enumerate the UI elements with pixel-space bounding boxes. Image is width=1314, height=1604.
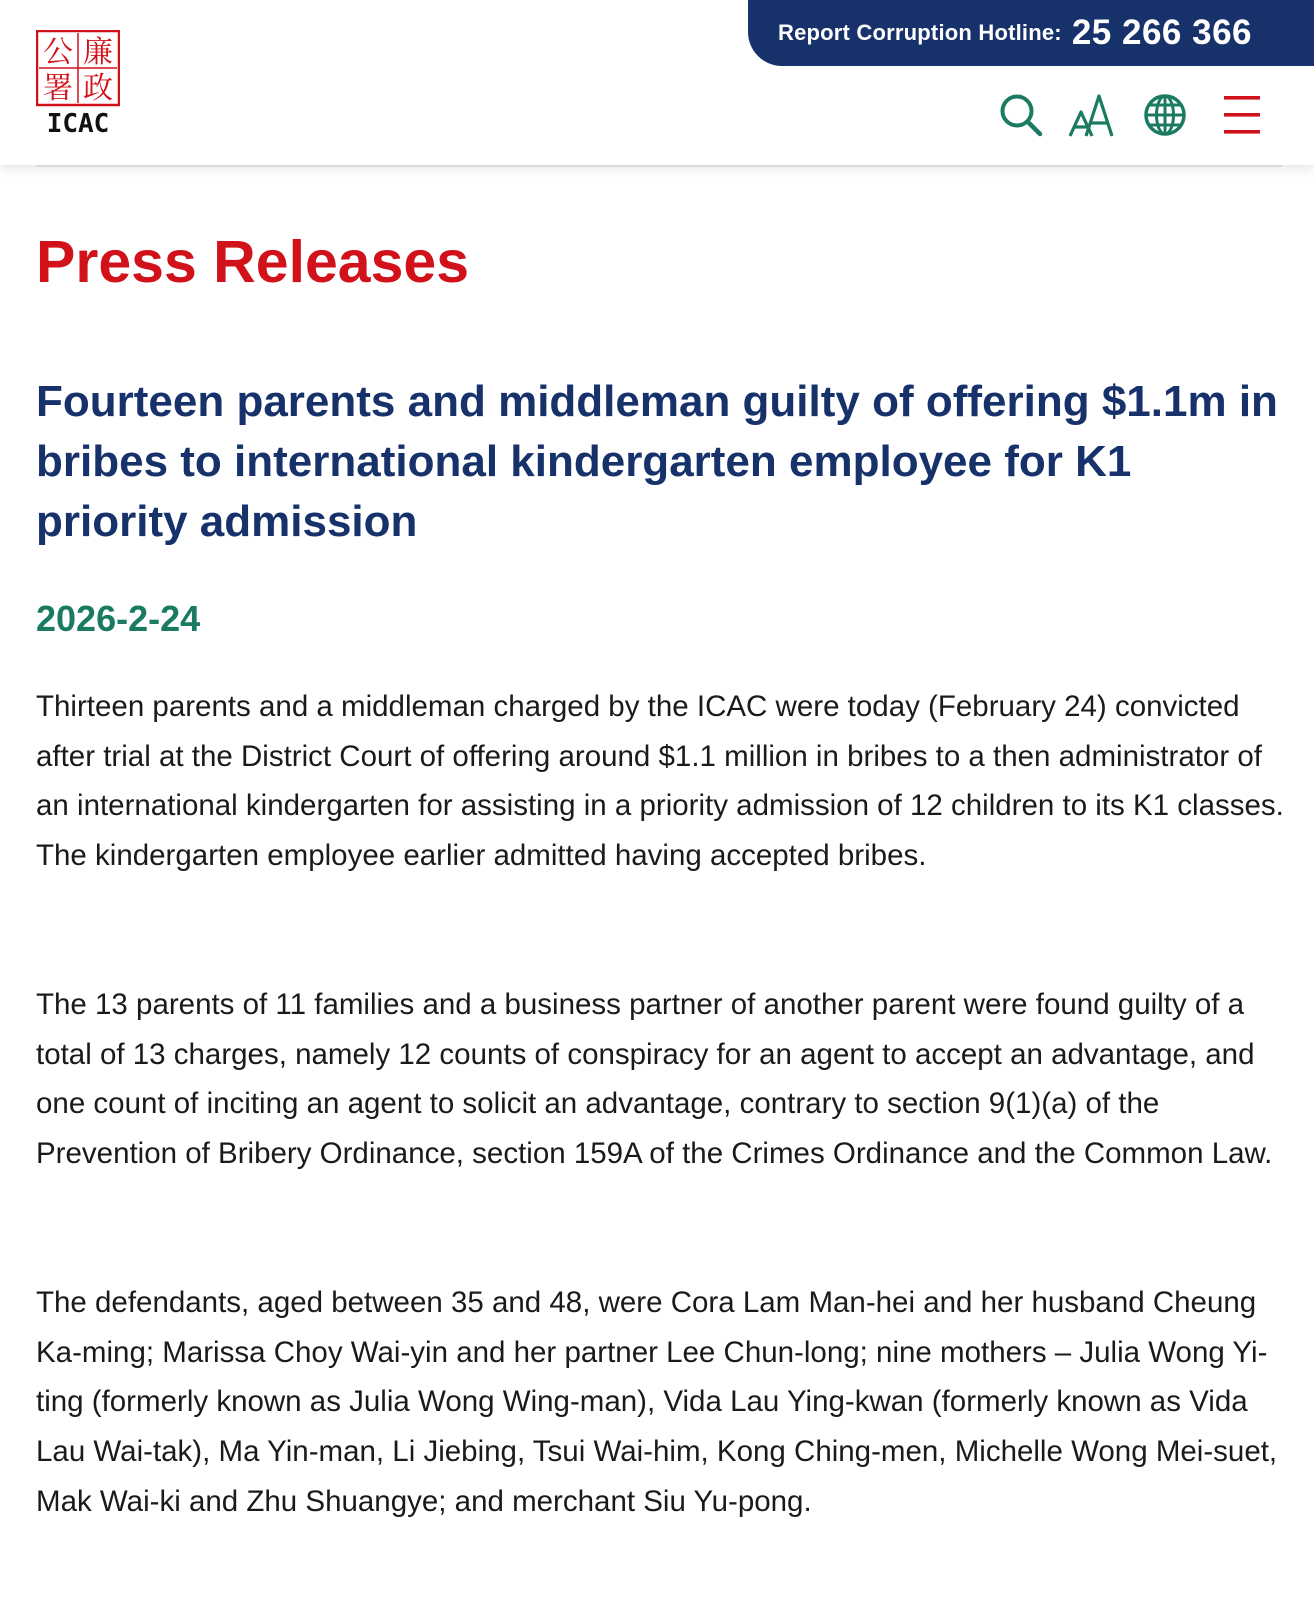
logo-wordmark: ICAC (46, 109, 110, 136)
article-paragraph: The defendants, aged between 35 and 48, were Cora Lam Man-hei and her husband Cheung Ka-ming; Marissa Choy Wai-yin and her partner Lee Chun-long; nine mothers – Julia Wong Yi-ting (formerly known as Julia Wong Wing-man), Vida Lau Ying-kwan (formerly known as Vida Lau Wai-tak), Ma Yin-man, Li Jiebing, Tsui Wai-him, Kong Ching-men, Michelle Wong Mei-suet, Mak Wai-ki and Zhu Shuangye; and merchant Siu Yu-pong. (36, 1286, 1278, 1518)
globe-icon[interactable] (1142, 92, 1188, 138)
menu-icon[interactable] (1220, 92, 1266, 138)
search-icon[interactable] (998, 92, 1044, 138)
seal-mark (37, 31, 119, 106)
page-title: Press Releases (36, 229, 470, 295)
seal-char-gong: 公 (43, 35, 73, 70)
font-size-icon[interactable] (1068, 92, 1114, 138)
seal-char-shu: 署 (43, 71, 73, 106)
seal-char-zheng: 政 (83, 71, 113, 106)
article-paragraph: Thirteen parents and a middleman charged by the ICAC were today (February 24) convicted after trial at the District Court of offering around $1.1 million in bribes to a then administrator of an international kindergarten for assisting in a priority admission of 12 children to its K1 classes. The kindergarten employee earlier admitted having accepted bribes. (36, 690, 1284, 873)
site-header (0, 0, 1314, 165)
seal-char-lian: 廉 (83, 35, 113, 70)
header-divider (36, 165, 1282, 167)
article-date: 2026-2-24 (36, 598, 201, 639)
hotline-banner[interactable] (748, 0, 1314, 66)
hotline-label: Report Corruption Hotline: (778, 20, 1062, 45)
icac-logo[interactable] (36, 30, 120, 136)
article-title: Fourteen parents and middleman guilty of offering $1.1m in bribes to international kindergarten employee for K1 priority admission (36, 377, 1278, 546)
hotline-number[interactable]: 25 266 366 (1071, 13, 1253, 52)
article-paragraph: The 13 parents of 11 families and a business partner of another parent were found guilty of a total of 13 charges, namely 12 counts of conspiracy for an agent to accept an advantage, and one count of inciting an agent to solicit an advantage, contrary to section 9(1)(a) of the Prevention of Bribery Ordinance, section 159A of the Crimes Ordinance and the Common Law. (36, 988, 1273, 1171)
